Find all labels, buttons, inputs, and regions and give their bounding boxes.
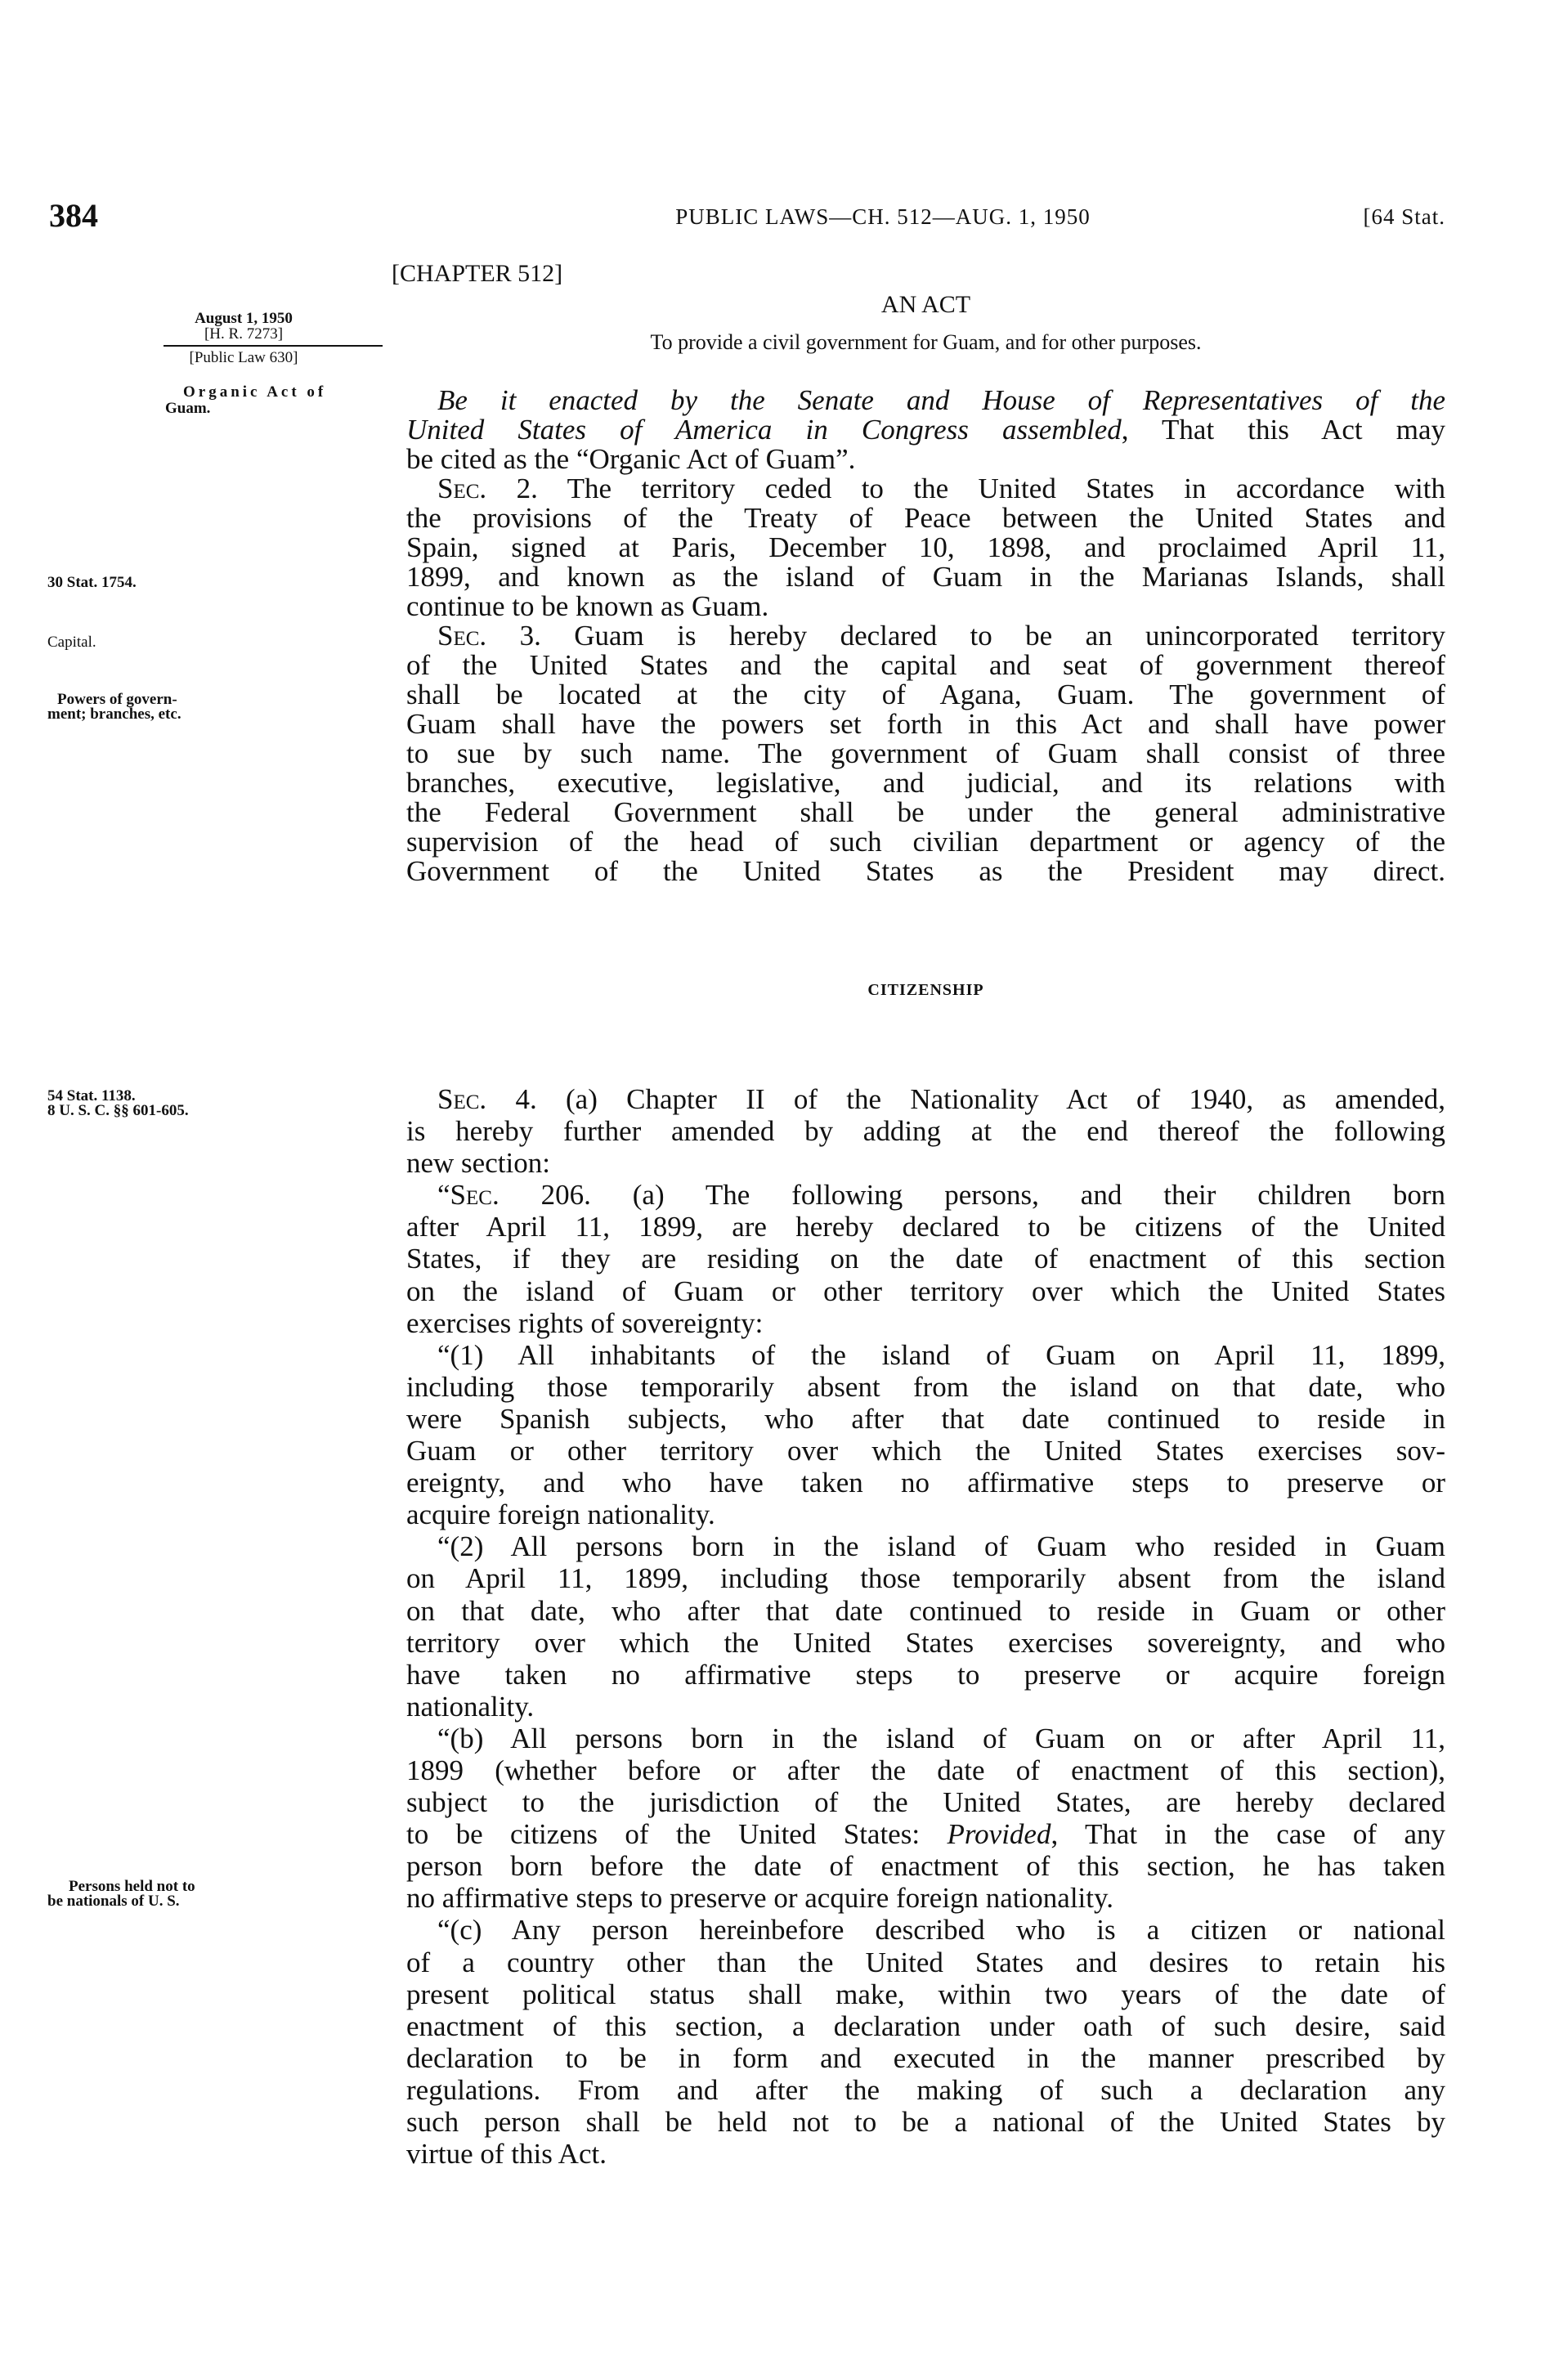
- text-span: States, if they are residing on the date of enactment of this section: [406, 1243, 1445, 1275]
- text-span: branches, executive, legislative, and judicial, and its relations with: [406, 767, 1445, 799]
- text-line: [406, 1947, 1445, 1978]
- text-line: [406, 1978, 1445, 2010]
- text-line: [406, 2106, 1445, 2138]
- text-span: “(2) All persons born in the island of Guam who resided in Guam: [437, 1530, 1445, 1563]
- text-span: subject to the jurisdiction of the United States, are hereby declared: [406, 1786, 1445, 1819]
- text-line: [406, 2138, 1445, 2170]
- margin-public-law: [Public Law 630]: [189, 349, 298, 366]
- text-line: [406, 739, 1445, 768]
- text-span: the Federal Government shall be under the general administrative: [406, 796, 1445, 828]
- margin-powers: Powers of govern-: [57, 691, 177, 708]
- text-line: [406, 768, 1445, 798]
- text-span: Guam shall have the powers set forth in this Act and shall have power: [406, 708, 1445, 740]
- text-span: territory over which the United States exercises sovereignty, and who: [406, 1626, 1445, 1659]
- page-number: 384: [49, 197, 98, 234]
- italic-text: Provided: [947, 1818, 1051, 1851]
- act-heading: AN ACT: [880, 291, 971, 318]
- text-span: of the United States and the capital and seat of government thereof: [406, 649, 1445, 681]
- margin-30-stat: 30 Stat. 1754.: [47, 574, 137, 591]
- text-line: [406, 562, 1445, 592]
- act-purpose: To provide a civil government for Guam, and for other purposes.: [650, 330, 1202, 354]
- text-line: [406, 798, 1445, 827]
- running-title: PUBLIC LAWS—CH. 512—AUG. 1, 1950: [675, 204, 1091, 229]
- text-span: new section:: [406, 1147, 550, 1180]
- text-span: the provisions of the Treaty of Peace between the United States and: [406, 502, 1445, 534]
- text-line: [406, 1850, 1445, 1882]
- text-line: [406, 2074, 1445, 2106]
- text-line: [406, 1723, 1445, 1754]
- text-span: 3. Guam is hereby declared to be an unincorporated territory: [486, 620, 1445, 652]
- text-span: Spain, signed at Paris, December 10, 1898, and proclaimed April 11,: [406, 531, 1445, 563]
- text-line: [406, 386, 1445, 415]
- text-span: on the island of Guam or other territory over which the United States: [406, 1275, 1445, 1307]
- text-span: continue to be known as Guam.: [406, 590, 769, 622]
- text-span: 4. (a) Chapter II of the Nationality Act of 1940, as amended,: [486, 1083, 1445, 1115]
- text-line: [406, 651, 1445, 680]
- margin-organic-act-2: Guam.: [165, 400, 211, 417]
- margin-date: August 1, 1950: [195, 310, 293, 327]
- margin-powers-2: ment; branches, etc.: [47, 706, 181, 723]
- text-span: 1899 (whether before or after the date of enactment of this section),: [406, 1754, 1445, 1786]
- text-span: , That in the case of any: [1051, 1818, 1446, 1851]
- text-line: [406, 1467, 1445, 1499]
- text-line: [406, 1147, 1445, 1179]
- text-line: [406, 1435, 1445, 1467]
- section-label: Sec.: [437, 620, 487, 652]
- text-line: [406, 1562, 1445, 1594]
- text-line: [406, 1786, 1445, 1818]
- text-span: to sue by such name. The government of Guam shall consist of three: [406, 737, 1445, 769]
- text-line: [406, 1275, 1445, 1307]
- text-line: [406, 1754, 1445, 1786]
- section-label: Sec.: [450, 1179, 500, 1212]
- text-span: 1899, and known as the island of Guam in the Marianas Islands, shall: [406, 561, 1445, 593]
- text-line: [406, 1595, 1445, 1627]
- italic-text: United States of America in Congress assembled: [406, 414, 1122, 446]
- text-span: acquire foreign nationality.: [406, 1499, 715, 1531]
- text-span: Government of the United States as the President may direct.: [406, 855, 1445, 887]
- text-span: nationality.: [406, 1690, 535, 1723]
- text-span: , That this Act may: [1121, 414, 1445, 446]
- margin-persons: Persons held not to: [69, 1878, 195, 1895]
- text-line: [406, 415, 1445, 445]
- text-span: present political status shall make, within two years of the date of: [406, 1978, 1445, 2010]
- text-span: Guam or other territory over which the United States exercises sov-: [406, 1435, 1445, 1467]
- text-span: 2. The territory ceded to the United States in accordance with: [486, 473, 1445, 504]
- section-heading-citizenship: CITIZENSHIP: [867, 981, 984, 999]
- text-span: ereignty, and who have taken no affirmative steps to preserve or: [406, 1467, 1445, 1499]
- text-span: 206. (a) The following persons, and their children born: [499, 1179, 1445, 1212]
- margin-capital: Capital.: [47, 634, 96, 651]
- text-span: be cited as the “Organic Act of Guam”.: [406, 443, 856, 475]
- text-span: after April 11, 1899, are hereby declared to be citizens of the United: [406, 1211, 1445, 1243]
- text-span: of a country other than the United States and desires to retain his: [406, 1946, 1445, 1978]
- text-span: “(b) All persons born in the island of Guam on or after April 11,: [437, 1722, 1445, 1754]
- text-line: [406, 621, 1445, 651]
- text-span: person born before the date of enactment of this section, he has taken: [406, 1850, 1445, 1883]
- text-line: [406, 1627, 1445, 1659]
- text-span: “(c) Any person hereinbefore described who is a citizen or national: [437, 1914, 1445, 1947]
- text-span: declaration to be in form and executed in the manner prescribed by: [406, 2041, 1445, 2074]
- section-label: Sec.: [437, 1083, 487, 1115]
- text-line: [406, 680, 1445, 710]
- text-line: [406, 857, 1445, 886]
- margin-organic-act: Organic Act of: [183, 383, 327, 401]
- text-span: on that date, who after that date continued to reside in Guam or other: [406, 1594, 1445, 1627]
- text-line: [406, 1307, 1445, 1339]
- text-span: to be citizens of the United States:: [406, 1818, 948, 1851]
- margin-bill: [H. R. 7273]: [204, 325, 284, 343]
- text-span: enactment of this section, a declaration under oath of such desire, said: [406, 2009, 1445, 2042]
- text-line: [406, 1914, 1445, 1946]
- text-line: [406, 1179, 1445, 1211]
- text-span: exercises rights of sovereignty:: [406, 1306, 764, 1339]
- text-line: [406, 1115, 1445, 1147]
- text-line: [406, 1530, 1445, 1562]
- text-line: [406, 1691, 1445, 1723]
- text-line: [406, 533, 1445, 562]
- text-span: no affirmative steps to preserve or acquire foreign nationality.: [406, 1882, 1113, 1915]
- sections-1-3-text: [406, 386, 1445, 886]
- text-line: [406, 827, 1445, 857]
- text-line: [406, 592, 1445, 621]
- text-span: “: [437, 1179, 450, 1212]
- text-line: [406, 1211, 1445, 1243]
- margin-persons-2: be nationals of U. S.: [47, 1893, 180, 1910]
- text-line: [406, 1083, 1445, 1115]
- text-line: [406, 1818, 1445, 1850]
- text-line: [406, 2042, 1445, 2074]
- text-span: “(1) All inhabitants of the island of Guam on April 11, 1899,: [437, 1338, 1445, 1371]
- margin-54-stat: 54 Stat. 1138.: [47, 1087, 136, 1104]
- text-line: [406, 1499, 1445, 1530]
- text-span: including those temporarily absent from the island on that date, who: [406, 1370, 1445, 1403]
- text-line: [406, 474, 1445, 504]
- text-span: shall be located at the city of Agana, Guam. The government of: [406, 679, 1445, 710]
- text-span: virtue of this Act.: [406, 2138, 607, 2171]
- text-line: [406, 1243, 1445, 1275]
- text-line: [406, 1371, 1445, 1403]
- text-line: [406, 1339, 1445, 1371]
- text-line: [406, 504, 1445, 533]
- text-line: [406, 710, 1445, 739]
- margin-usc: 8 U. S. C. §§ 601-605.: [47, 1102, 189, 1119]
- text-line: [406, 1882, 1445, 1914]
- text-span: is hereby further amended by adding at the end thereof the following: [406, 1115, 1445, 1148]
- section-4-text: [406, 1083, 1445, 2170]
- text-span: supervision of the head of such civilian department or agency of the: [406, 826, 1445, 858]
- text-line: [406, 445, 1445, 474]
- text-line: [406, 1659, 1445, 1691]
- text-line: [406, 1403, 1445, 1435]
- volume-reference: [64 Stat.: [1363, 204, 1445, 229]
- italic-text: Be it enacted by the Senate and House of Representatives of the: [437, 384, 1445, 416]
- text-span: were Spanish subjects, who after that date continued to reside in: [406, 1402, 1445, 1435]
- text-span: regulations. From and after the making of such a declaration any: [406, 2073, 1445, 2106]
- chapter-number: [CHAPTER 512]: [392, 260, 563, 287]
- text-span: such person shall be held not to be a national of the United States by: [406, 2106, 1445, 2138]
- text-line: [406, 2010, 1445, 2042]
- margin-rule: [164, 345, 383, 347]
- section-label: Sec.: [437, 473, 487, 504]
- text-span: have taken no affirmative steps to preserve or acquire foreign: [406, 1658, 1445, 1691]
- text-span: on April 11, 1899, including those temporarily absent from the island: [406, 1562, 1445, 1595]
